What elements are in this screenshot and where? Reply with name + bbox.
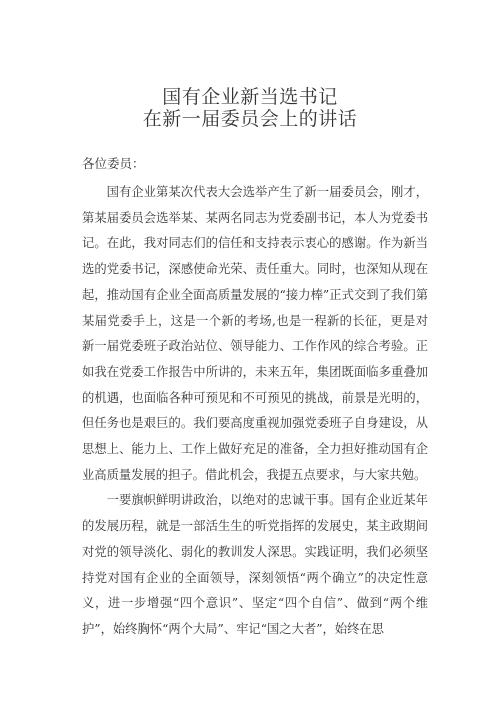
paragraph-1: 国有企业第某次代表大会选举产生了新一届委员会，刚才，第某届委员会选举某、某两名同志为党委副书记，本人为党委书记。在此，我对同志们的信任和支持表示衷心的感谢。作为新当选的党委书记，深感使命光荣、责任重大。同时，也深知从现在起，推动国有企业全面高质量发展的“接力棒”正式交到了我们第某届党委手上，这是一个新的考场,也是一程新的长征，更是对新一届党委班子政治站位、领导能力、工作作风的综合考验。正如我在党委工作报告中所讲的，未来五年，集团既面临多重叠加的机遇，也面临各种可预见和不可预见的挑战，前景是光明的，但任务也是艰巨的。我们要高度重视加强党委班子自身建设，从思想上、能力上、工作上做好充足的准备，全力担好推动国有企业高质量发展的担子。借此机会，我提五点要求，与大家共勉。 [82,185,428,482]
document-title-line-1: 国有企业新当选书记 [162,86,338,108]
paragraph-2: 一要旗帜鲜明讲政治，以绝对的忠诚干事。国有企业近某年的发展历程，就是一部活生生的听党指挥的发展史，某主政期间对党的领导淡化、弱化的教训发人深思。实践证明，我们必须坚持党对国有企业的全面领导，深刻领悟“两个确立”的决定性意义，进一步增强“四个意识”、坚定“四个自信”、做到“两个维护”，始终胸怀“两个大局”、牢记“国之大者”，始终在思 [82,493,428,636]
document-body [82,180,428,643]
salutation: 各位委员： [82,156,145,171]
document-title-line-2: 在新一届委员会上的讲话 [142,108,358,130]
